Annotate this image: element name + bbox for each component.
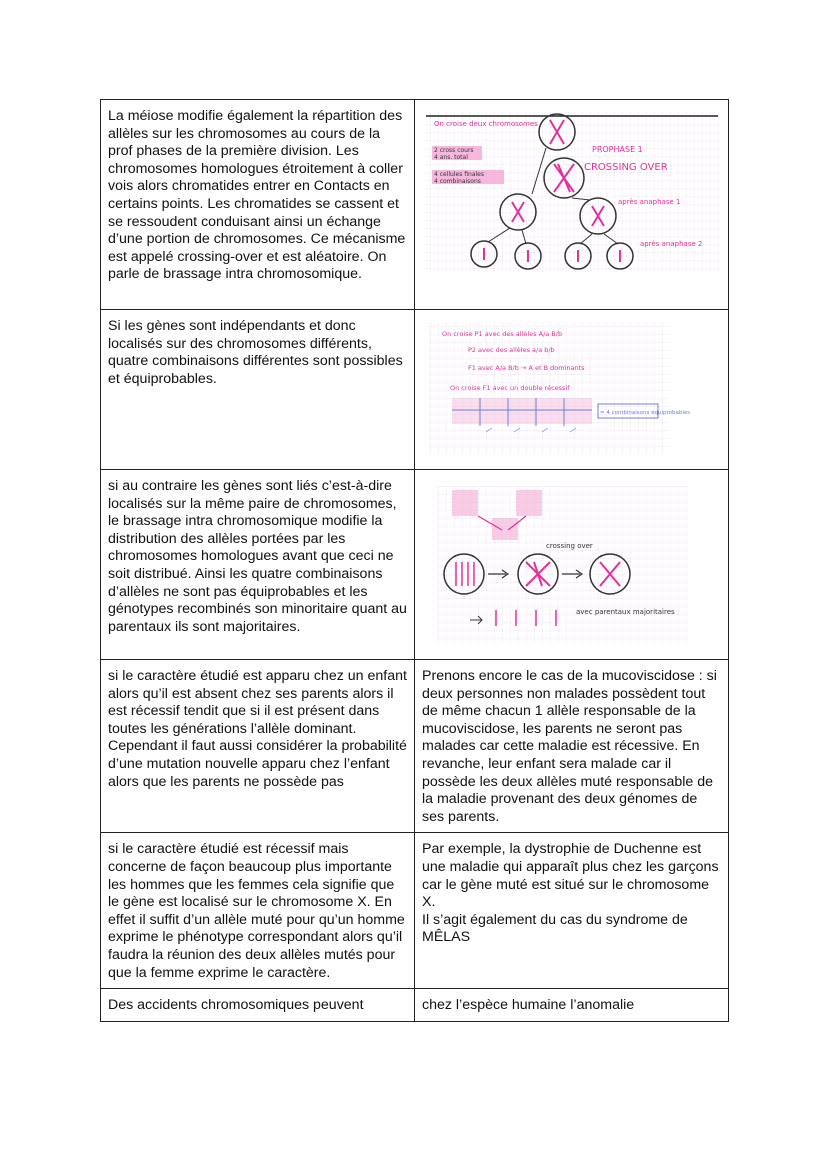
notes-table: [100, 99, 729, 1022]
note-line: 4 ans. total: [434, 154, 468, 161]
table-row: [101, 100, 729, 310]
sketch-label: avec parentaux majoritaires: [576, 608, 675, 616]
sketch-line: P2 avec des allèles a/a b/b: [468, 346, 555, 354]
table-row: [101, 660, 729, 833]
row5-right-text: Par exemple, la dystrophie de Duchenne est une maladie qui apparaît plus chez les garçons car le gène muté est situé sur le chromosome X. Il s’agit également du cas du syndrome de MÊLAS: [415, 833, 729, 989]
meiosis-crossing-over-sketch: [422, 108, 722, 276]
result-label: = 4 combinaisons équiprobables: [600, 410, 691, 416]
row1-left-text: La méiose modifie également la répartition des allèles sur les chromosomes au cours de la prof phases de la première division. Les chromosomes homologues étroitement à coller vois alors chromatides entrer en Contacts en certains points. Les chromatides se cassent et se ressoudent conduisant ainsi un échange d’une portion de chromosomes. Ce mécanisme est appelé crossing-over et est aléatoire. On parle de brassage intra chromosomique.: [101, 100, 415, 310]
row4-left-text: si le caractère étudié est apparu chez un enfant alors qu’il est absent chez ses parents alors il est récessif tendit que si il est présent dans toutes les générations l’allèle dominant. Cependant il faut aussi considérer la probabilité d’une mutation nouvelle apparu chez l’enfant alors que les parents ne possède pas: [101, 660, 415, 833]
sketch-label: après anaphase 1: [618, 198, 681, 206]
row4-right-text: Prenons encore le cas de la mucoviscidose : si deux personnes non malades possèdent tout de même chacun 1 allèle responsable de la mucoviscidose, les parents ne seront pas malades car cette maladie est récessive. En revanche, leur enfant sera malade car il possède les deux allèles muté responsable de la maladie provenant des deux génomes de ses parents.: [415, 660, 729, 833]
note-line: 4 cellules finales: [434, 171, 484, 178]
table-row: [101, 833, 729, 989]
row1-sketch-cell: [415, 100, 729, 310]
sketch-label: PROPHASE 1: [592, 145, 643, 154]
sketch-line: On croise F1 avec un double récessif: [450, 384, 570, 392]
sketch-line: F1 avec A/a B/b → A et B dominants: [468, 364, 585, 372]
row3-left-text: si au contraire les gènes sont liés c’est-à-dire localisés sur la même paire de chromosomes, le brassage intra chromosomique modifie la distribution des allèles portées par les chromosomes homologues avant que ceci ne soit distribué. Ainsi les quatre combinaisons d’allèles ne sont pas équiprobables et les génotypes recombinés son minoritaire quant au parentaux ils sont majoritaires.: [101, 470, 415, 660]
linked-genes-sketch: [422, 478, 722, 648]
sketch-label: après anaphase 2: [640, 240, 703, 248]
table-row: [101, 310, 729, 470]
note-line: On croise deux chromosomes: [434, 120, 538, 128]
row6-right-text: chez l’espèce humaine l’anomalie: [415, 989, 729, 1022]
row6-left-text: Des accidents chromosomiques peuvent: [101, 989, 415, 1022]
table-row: [101, 989, 729, 1022]
sketch-label: crossing over: [546, 542, 593, 550]
sketch-label: CROSSING OVER: [584, 162, 668, 173]
row3-sketch-cell: [415, 470, 729, 660]
sketch-line: On croise P1 avec des allèles A/a B/b: [442, 330, 563, 338]
note-line: 4 combinaisons: [434, 178, 481, 185]
independent-genes-sketch: [422, 318, 722, 458]
row5-left-text: si le caractère étudié est récessif mais concerne de façon beaucoup plus importante les hommes que les femmes cela signifie que le gène est localisé sur le chromosome X. En effet il suffit d’un allèle muté pour qu’un homme exprime le phénotype correspondant alors qu’il faudra la réunion des deux allèles mutés pour que la femme exprime le caractère.: [101, 833, 415, 989]
note-line: 2 cross cours: [434, 147, 474, 154]
table-row: [101, 470, 729, 660]
row2-left-text: Si les gènes sont indépendants et donc localisés sur des chromosomes différents, quatre combinaisons différentes sont possibles et équiprobables.: [101, 310, 415, 470]
row2-sketch-cell: [415, 310, 729, 470]
